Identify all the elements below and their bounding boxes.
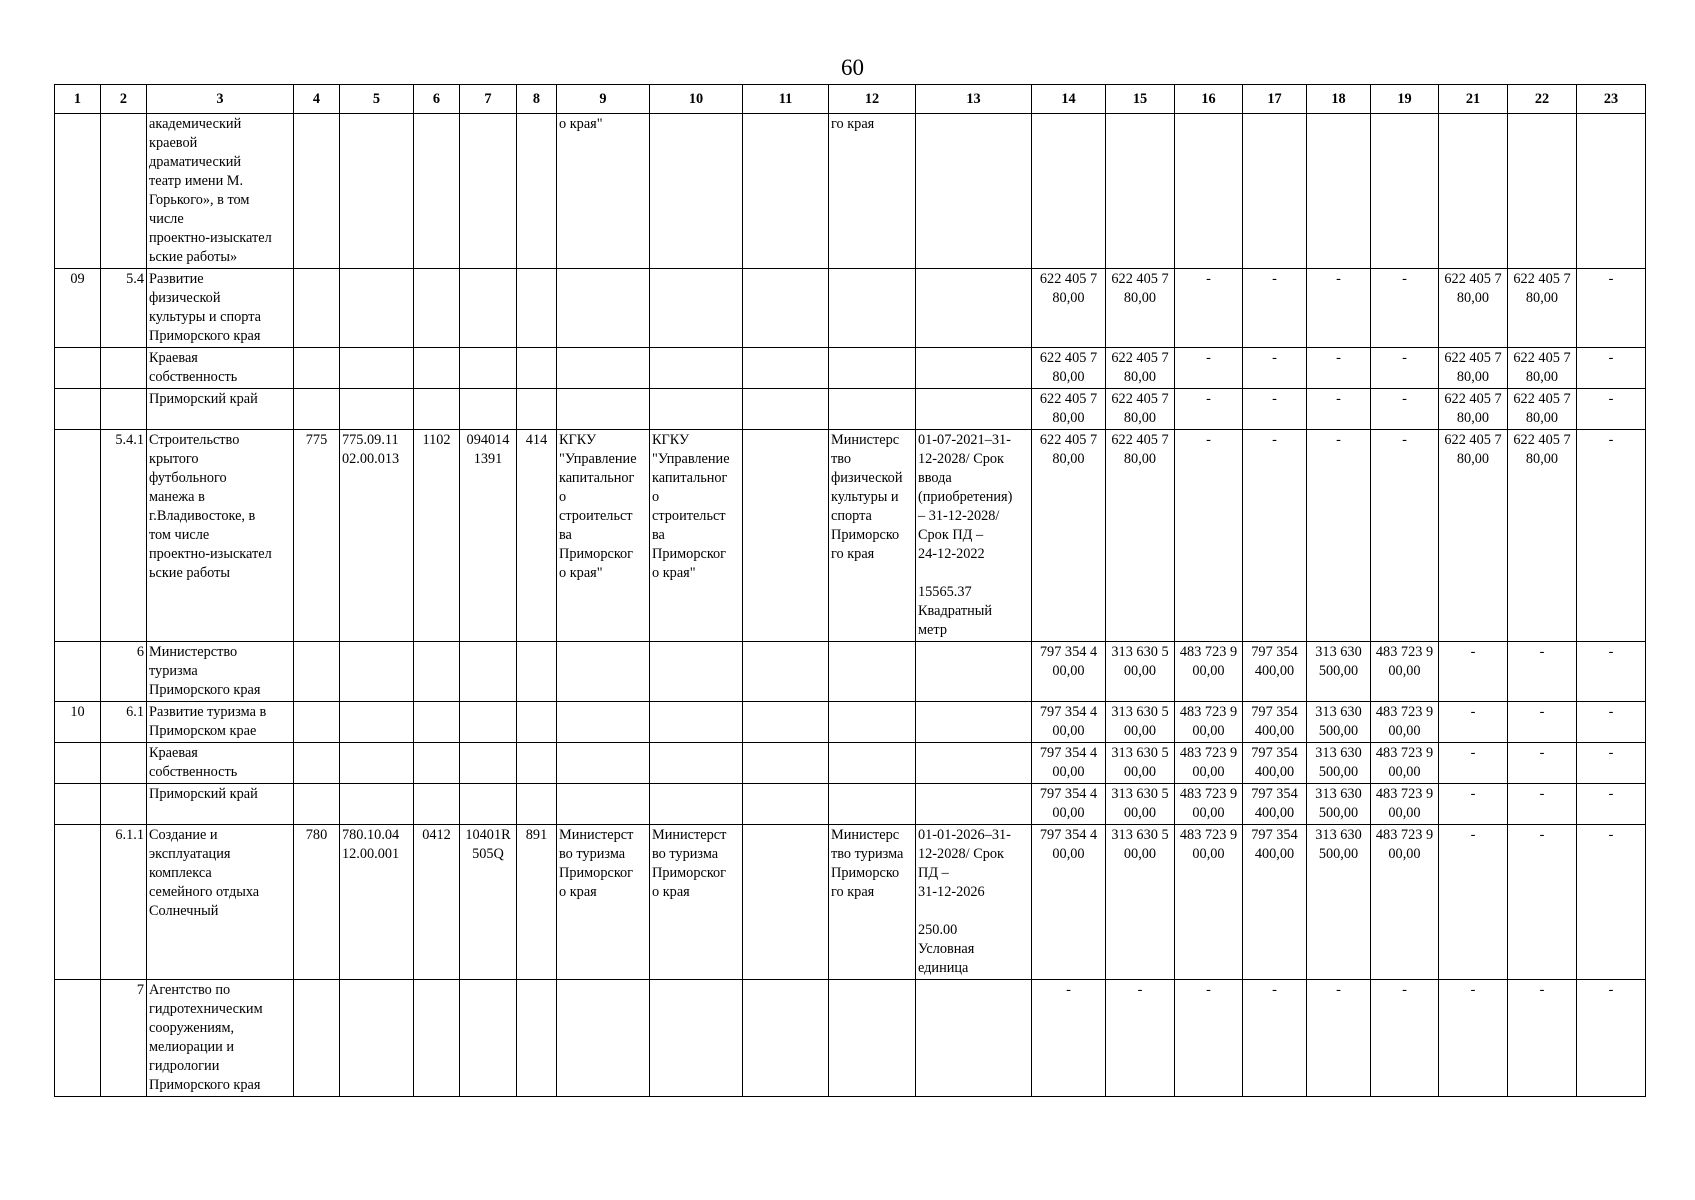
cell-col-2: 7 — [101, 980, 147, 1097]
cell-col-3: Приморский край — [147, 389, 294, 430]
cell-col-10 — [650, 702, 743, 743]
cell-col-21: - — [1439, 980, 1508, 1097]
cell-col-14: 622 405 7 80,00 — [1032, 348, 1106, 389]
table-row — [55, 743, 1646, 784]
cell-col-13 — [916, 114, 1032, 269]
cell-col-16: 483 723 9 00,00 — [1175, 702, 1243, 743]
cell-col-4 — [294, 114, 340, 269]
table-row — [55, 269, 1646, 348]
cell-col-4 — [294, 980, 340, 1097]
cell-col-13 — [916, 702, 1032, 743]
cell-col-16: 483 723 9 00,00 — [1175, 825, 1243, 980]
cell-col-5 — [340, 743, 414, 784]
cell-col-17: 797 354 400,00 — [1243, 784, 1307, 825]
cell-col-15: 622 405 7 80,00 — [1106, 269, 1175, 348]
cell-col-12 — [829, 702, 916, 743]
cell-col-5 — [340, 389, 414, 430]
table-row — [55, 114, 1646, 269]
cell-col-13: 01-07-2021–31- 12-2028/ Срок ввода (приобретения) – 31-12-2028/ Срок ПД – 24-12-2022 15565.37 Квадратный метр — [916, 430, 1032, 642]
cell-col-13 — [916, 348, 1032, 389]
cell-col-21 — [1439, 114, 1508, 269]
cell-col-17: - — [1243, 348, 1307, 389]
cell-col-8: 891 — [517, 825, 557, 980]
cell-col-9: Министерст во туризма Приморског о края — [557, 825, 650, 980]
cell-col-8 — [517, 389, 557, 430]
cell-col-3: Строительство крытого футбольного манежа в г.Владивостоке, в том числе проектно-изыскател ьские работы — [147, 430, 294, 642]
cell-col-2 — [101, 114, 147, 269]
cell-col-17: 797 354 400,00 — [1243, 642, 1307, 702]
cell-col-23: - — [1577, 642, 1646, 702]
cell-col-19: 483 723 9 00,00 — [1371, 702, 1439, 743]
cell-col-17: 797 354 400,00 — [1243, 743, 1307, 784]
cell-col-18 — [1307, 114, 1371, 269]
page-number: 60 — [841, 55, 864, 80]
cell-col-16: - — [1175, 269, 1243, 348]
cell-col-1: 10 — [55, 702, 101, 743]
cell-col-3: Министерство туризма Приморского края — [147, 642, 294, 702]
cell-col-22: - — [1508, 784, 1577, 825]
cell-col-3: Краевая собственность — [147, 348, 294, 389]
cell-col-9 — [557, 348, 650, 389]
cell-col-1 — [55, 389, 101, 430]
cell-col-15: 313 630 5 00,00 — [1106, 743, 1175, 784]
cell-col-8 — [517, 114, 557, 269]
cell-col-9 — [557, 269, 650, 348]
cell-col-9 — [557, 784, 650, 825]
cell-col-2: 6 — [101, 642, 147, 702]
cell-col-2 — [101, 348, 147, 389]
cell-col-23: - — [1577, 702, 1646, 743]
cell-col-1 — [55, 114, 101, 269]
cell-col-3: Развитие физической культуры и спорта Приморского края — [147, 269, 294, 348]
cell-col-17 — [1243, 114, 1307, 269]
cell-col-1 — [55, 743, 101, 784]
cell-col-12 — [829, 642, 916, 702]
cell-col-21: - — [1439, 702, 1508, 743]
cell-col-15: 313 630 5 00,00 — [1106, 642, 1175, 702]
column-header-7: 7 — [460, 85, 517, 114]
cell-col-12 — [829, 784, 916, 825]
cell-col-22: 622 405 7 80,00 — [1508, 430, 1577, 642]
table-row — [55, 980, 1646, 1097]
cell-col-18: - — [1307, 389, 1371, 430]
cell-col-18: - — [1307, 980, 1371, 1097]
cell-col-5: 780.10.04 12.00.001 — [340, 825, 414, 980]
cell-col-21: - — [1439, 825, 1508, 980]
cell-col-2: 5.4.1 — [101, 430, 147, 642]
cell-col-7 — [460, 348, 517, 389]
cell-col-10: Министерст во туризма Приморског о края — [650, 825, 743, 980]
cell-col-22: 622 405 7 80,00 — [1508, 389, 1577, 430]
cell-col-4 — [294, 784, 340, 825]
cell-col-5 — [340, 642, 414, 702]
cell-col-7 — [460, 980, 517, 1097]
cell-col-9 — [557, 743, 650, 784]
cell-col-13: 01-01-2026–31- 12-2028/ Срок ПД – 31-12-2026 250.00 Условная единица — [916, 825, 1032, 980]
cell-col-4 — [294, 702, 340, 743]
cell-col-19: - — [1371, 980, 1439, 1097]
cell-col-7: 10401R 505Q — [460, 825, 517, 980]
column-header-9: 9 — [557, 85, 650, 114]
table-row — [55, 430, 1646, 642]
cell-col-11 — [743, 642, 829, 702]
cell-col-5 — [340, 348, 414, 389]
cell-col-18: 313 630 500,00 — [1307, 743, 1371, 784]
cell-col-6 — [414, 980, 460, 1097]
cell-col-13 — [916, 743, 1032, 784]
cell-col-7 — [460, 642, 517, 702]
cell-col-9 — [557, 642, 650, 702]
cell-col-8 — [517, 743, 557, 784]
cell-col-22: - — [1508, 980, 1577, 1097]
cell-col-12 — [829, 269, 916, 348]
cell-col-11 — [743, 784, 829, 825]
cell-col-17: - — [1243, 430, 1307, 642]
cell-col-14: 622 405 7 80,00 — [1032, 269, 1106, 348]
cell-col-10 — [650, 269, 743, 348]
cell-col-15: 313 630 5 00,00 — [1106, 825, 1175, 980]
column-header-11: 11 — [743, 85, 829, 114]
cell-col-11 — [743, 389, 829, 430]
cell-col-14: - — [1032, 980, 1106, 1097]
column-header-2: 2 — [101, 85, 147, 114]
cell-col-3: Агентство по гидротехническим сооружениям, мелиорации и гидрологии Приморского края — [147, 980, 294, 1097]
cell-col-7 — [460, 269, 517, 348]
header-row — [55, 85, 1646, 114]
cell-col-19: - — [1371, 269, 1439, 348]
cell-col-8 — [517, 348, 557, 389]
cell-col-5 — [340, 114, 414, 269]
cell-col-16: - — [1175, 389, 1243, 430]
cell-col-1 — [55, 825, 101, 980]
cell-col-15: 313 630 5 00,00 — [1106, 702, 1175, 743]
cell-col-17: 797 354 400,00 — [1243, 825, 1307, 980]
table-row — [55, 642, 1646, 702]
cell-col-17: 797 354 400,00 — [1243, 702, 1307, 743]
cell-col-23: - — [1577, 980, 1646, 1097]
cell-col-5: 775.09.11 02.00.013 — [340, 430, 414, 642]
cell-col-6 — [414, 784, 460, 825]
cell-col-3: Приморский край — [147, 784, 294, 825]
cell-col-23: - — [1577, 743, 1646, 784]
cell-col-6 — [414, 642, 460, 702]
cell-col-11 — [743, 430, 829, 642]
cell-col-2 — [101, 743, 147, 784]
cell-col-4: 780 — [294, 825, 340, 980]
column-header-5: 5 — [340, 85, 414, 114]
cell-col-10 — [650, 642, 743, 702]
cell-col-15: 313 630 5 00,00 — [1106, 784, 1175, 825]
cell-col-4 — [294, 348, 340, 389]
column-header-4: 4 — [294, 85, 340, 114]
cell-col-11 — [743, 702, 829, 743]
cell-col-17: - — [1243, 269, 1307, 348]
cell-col-3: Развитие туризма в Приморском крае — [147, 702, 294, 743]
cell-col-14: 797 354 4 00,00 — [1032, 743, 1106, 784]
column-header-1: 1 — [55, 85, 101, 114]
cell-col-5 — [340, 702, 414, 743]
cell-col-13 — [916, 269, 1032, 348]
cell-col-5 — [340, 269, 414, 348]
cell-col-12: Министерс тво туризма Приморско го края — [829, 825, 916, 980]
cell-col-14: 797 354 4 00,00 — [1032, 702, 1106, 743]
cell-col-1 — [55, 784, 101, 825]
column-header-19: 19 — [1371, 85, 1439, 114]
column-header-23: 23 — [1577, 85, 1646, 114]
cell-col-11 — [743, 114, 829, 269]
cell-col-10 — [650, 784, 743, 825]
cell-col-7 — [460, 784, 517, 825]
cell-col-12 — [829, 980, 916, 1097]
cell-col-22: 622 405 7 80,00 — [1508, 269, 1577, 348]
cell-col-5 — [340, 980, 414, 1097]
cell-col-16: - — [1175, 430, 1243, 642]
cell-col-3: Создание и эксплуатация комплекса семейного отдыха Солнечный — [147, 825, 294, 980]
cell-col-10 — [650, 348, 743, 389]
cell-col-23 — [1577, 114, 1646, 269]
cell-col-10 — [650, 389, 743, 430]
cell-col-6 — [414, 348, 460, 389]
cell-col-19: - — [1371, 348, 1439, 389]
cell-col-1 — [55, 348, 101, 389]
cell-col-9 — [557, 389, 650, 430]
column-header-8: 8 — [517, 85, 557, 114]
cell-col-11 — [743, 980, 829, 1097]
column-header-15: 15 — [1106, 85, 1175, 114]
cell-col-23: - — [1577, 348, 1646, 389]
cell-col-16: 483 723 9 00,00 — [1175, 743, 1243, 784]
cell-col-5 — [340, 784, 414, 825]
cell-col-4 — [294, 642, 340, 702]
cell-col-21: 622 405 7 80,00 — [1439, 348, 1508, 389]
cell-col-14: 622 405 7 80,00 — [1032, 430, 1106, 642]
column-header-17: 17 — [1243, 85, 1307, 114]
cell-col-16: 483 723 9 00,00 — [1175, 784, 1243, 825]
cell-col-14 — [1032, 114, 1106, 269]
cell-col-10 — [650, 980, 743, 1097]
table-row — [55, 784, 1646, 825]
cell-col-15: 622 405 7 80,00 — [1106, 430, 1175, 642]
cell-col-1 — [55, 430, 101, 642]
cell-col-9: КГКУ "Управление капитальног о строительст ва Приморског о края" — [557, 430, 650, 642]
table-row — [55, 825, 1646, 980]
cell-col-7 — [460, 702, 517, 743]
cell-col-6: 0412 — [414, 825, 460, 980]
cell-col-6 — [414, 702, 460, 743]
cell-col-13 — [916, 980, 1032, 1097]
cell-col-18: 313 630 500,00 — [1307, 784, 1371, 825]
cell-col-4 — [294, 389, 340, 430]
cell-col-18: 313 630 500,00 — [1307, 642, 1371, 702]
cell-col-1: 09 — [55, 269, 101, 348]
table-row — [55, 389, 1646, 430]
cell-col-18: - — [1307, 348, 1371, 389]
cell-col-10 — [650, 114, 743, 269]
cell-col-22: - — [1508, 825, 1577, 980]
cell-col-17: - — [1243, 980, 1307, 1097]
cell-col-8 — [517, 642, 557, 702]
cell-col-15: 622 405 7 80,00 — [1106, 389, 1175, 430]
cell-col-15: 622 405 7 80,00 — [1106, 348, 1175, 389]
cell-col-22 — [1508, 114, 1577, 269]
column-header-12: 12 — [829, 85, 916, 114]
cell-col-2: 6.1 — [101, 702, 147, 743]
column-header-6: 6 — [414, 85, 460, 114]
cell-col-14: 797 354 4 00,00 — [1032, 825, 1106, 980]
cell-col-10: КГКУ "Управление капитальног о строительст ва Приморског о края" — [650, 430, 743, 642]
cell-col-11 — [743, 348, 829, 389]
cell-col-6 — [414, 743, 460, 784]
cell-col-10 — [650, 743, 743, 784]
cell-col-18: 313 630 500,00 — [1307, 825, 1371, 980]
cell-col-13 — [916, 642, 1032, 702]
cell-col-21: - — [1439, 784, 1508, 825]
cell-col-6 — [414, 114, 460, 269]
cell-col-12: Министерс тво физической культуры и спорта Приморско го края — [829, 430, 916, 642]
cell-col-13 — [916, 389, 1032, 430]
column-header-16: 16 — [1175, 85, 1243, 114]
cell-col-23: - — [1577, 430, 1646, 642]
cell-col-8 — [517, 980, 557, 1097]
cell-col-15: - — [1106, 980, 1175, 1097]
cell-col-19 — [1371, 114, 1439, 269]
cell-col-19: 483 723 9 00,00 — [1371, 743, 1439, 784]
column-header-13: 13 — [916, 85, 1032, 114]
cell-col-7 — [460, 389, 517, 430]
cell-col-18: - — [1307, 269, 1371, 348]
cell-col-8: 414 — [517, 430, 557, 642]
cell-col-12 — [829, 389, 916, 430]
cell-col-2: 6.1.1 — [101, 825, 147, 980]
cell-col-6 — [414, 389, 460, 430]
cell-col-21: 622 405 7 80,00 — [1439, 430, 1508, 642]
cell-col-8 — [517, 702, 557, 743]
cell-col-1 — [55, 642, 101, 702]
cell-col-16: - — [1175, 348, 1243, 389]
cell-col-19: 483 723 9 00,00 — [1371, 784, 1439, 825]
cell-col-23: - — [1577, 825, 1646, 980]
cell-col-18: - — [1307, 430, 1371, 642]
cell-col-7: 094014 1391 — [460, 430, 517, 642]
cell-col-9 — [557, 980, 650, 1097]
cell-col-1 — [55, 980, 101, 1097]
cell-col-11 — [743, 825, 829, 980]
cell-col-22: - — [1508, 743, 1577, 784]
column-header-18: 18 — [1307, 85, 1371, 114]
cell-col-12 — [829, 743, 916, 784]
cell-col-19: 483 723 9 00,00 — [1371, 642, 1439, 702]
cell-col-4: 775 — [294, 430, 340, 642]
column-header-10: 10 — [650, 85, 743, 114]
cell-col-4 — [294, 743, 340, 784]
cell-col-2 — [101, 389, 147, 430]
cell-col-9: о края" — [557, 114, 650, 269]
cell-col-7 — [460, 114, 517, 269]
cell-col-14: 622 405 7 80,00 — [1032, 389, 1106, 430]
cell-col-12 — [829, 348, 916, 389]
cell-col-17: - — [1243, 389, 1307, 430]
cell-col-16: - — [1175, 980, 1243, 1097]
cell-col-4 — [294, 269, 340, 348]
cell-col-3: Краевая собственность — [147, 743, 294, 784]
cell-col-22: - — [1508, 702, 1577, 743]
cell-col-13 — [916, 784, 1032, 825]
cell-col-6: 1102 — [414, 430, 460, 642]
cell-col-15 — [1106, 114, 1175, 269]
cell-col-16: 483 723 9 00,00 — [1175, 642, 1243, 702]
budget-table — [54, 84, 1646, 1097]
cell-col-6 — [414, 269, 460, 348]
cell-col-11 — [743, 269, 829, 348]
cell-col-18: 313 630 500,00 — [1307, 702, 1371, 743]
cell-col-8 — [517, 784, 557, 825]
cell-col-16 — [1175, 114, 1243, 269]
cell-col-21: - — [1439, 743, 1508, 784]
column-header-22: 22 — [1508, 85, 1577, 114]
cell-col-23: - — [1577, 784, 1646, 825]
cell-col-19: - — [1371, 430, 1439, 642]
cell-col-3: академический краевой драматический театр имени М. Горького», в том числе проектно-изыскател ьские работы» — [147, 114, 294, 269]
cell-col-14: 797 354 4 00,00 — [1032, 642, 1106, 702]
table-row — [55, 702, 1646, 743]
cell-col-11 — [743, 743, 829, 784]
cell-col-21: - — [1439, 642, 1508, 702]
column-header-14: 14 — [1032, 85, 1106, 114]
cell-col-14: 797 354 4 00,00 — [1032, 784, 1106, 825]
cell-col-23: - — [1577, 269, 1646, 348]
cell-col-2: 5.4 — [101, 269, 147, 348]
cell-col-21: 622 405 7 80,00 — [1439, 389, 1508, 430]
cell-col-19: - — [1371, 389, 1439, 430]
cell-col-22: - — [1508, 642, 1577, 702]
column-header-3: 3 — [147, 85, 294, 114]
table-row — [55, 348, 1646, 389]
cell-col-12: го края — [829, 114, 916, 269]
cell-col-22: 622 405 7 80,00 — [1508, 348, 1577, 389]
cell-col-21: 622 405 7 80,00 — [1439, 269, 1508, 348]
cell-col-7 — [460, 743, 517, 784]
cell-col-2 — [101, 784, 147, 825]
cell-col-9 — [557, 702, 650, 743]
cell-col-19: 483 723 9 00,00 — [1371, 825, 1439, 980]
cell-col-8 — [517, 269, 557, 348]
cell-col-23: - — [1577, 389, 1646, 430]
column-header-21: 21 — [1439, 85, 1508, 114]
